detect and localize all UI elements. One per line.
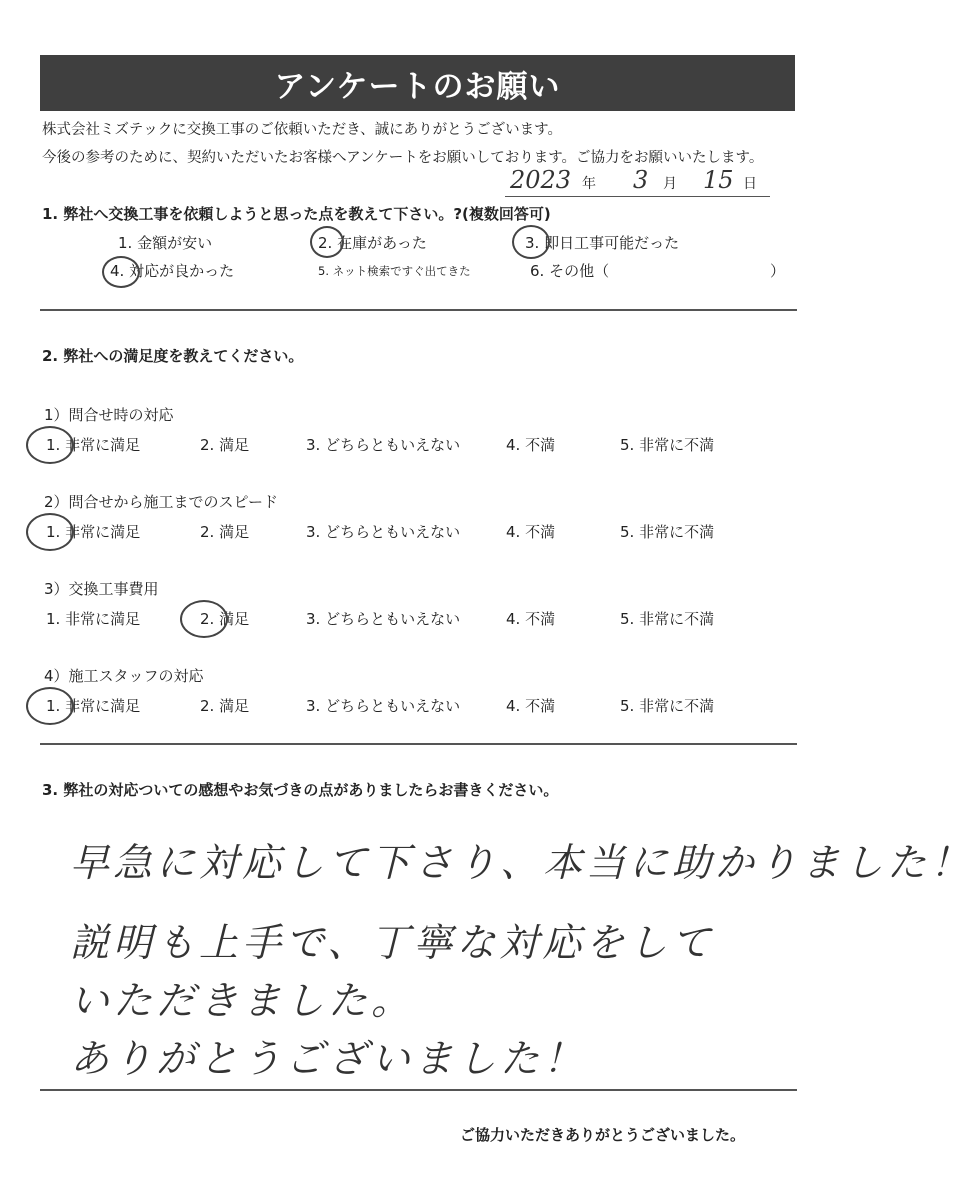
q2-item-1-option-3[interactable]: 3. どちらともいえない xyxy=(306,436,461,454)
q2-item-4-option-4[interactable]: 4. 不満 xyxy=(506,697,556,715)
q2-item-2-option-3[interactable]: 3. どちらともいえない xyxy=(306,523,461,541)
q2-item-label-1: 1）問合せ時の対応 xyxy=(44,406,174,424)
date-year-unit: 年 xyxy=(582,176,596,192)
q3-title: 3. 弊社の対応ついての感想やお気づきの点がありましたらお書きください。 xyxy=(42,781,559,799)
q1-answer-circle-4 xyxy=(102,256,140,288)
q2-item-3-option-2[interactable]: 2. 満足 xyxy=(200,610,250,628)
q2-item-3-option-5[interactable]: 5. 非常に不満 xyxy=(620,610,715,628)
survey-title: アンケートのお願い xyxy=(40,55,795,111)
comment-line-3: いただきました。 xyxy=(70,979,415,1024)
q1-answer-circle-3 xyxy=(512,225,550,259)
q1-option-4[interactable]: 4. 対応が良かった xyxy=(110,262,235,280)
section-divider-3 xyxy=(40,1089,797,1091)
q2-item-4-option-1[interactable]: 1. 非常に満足 xyxy=(46,697,141,715)
section-divider-1 xyxy=(40,309,797,311)
intro-line-2: 今後の参考のために、契約いただいたお客様へアンケートをお願いしております。ご協力をお願いいたします。 xyxy=(42,150,764,166)
q1-answer-circle-2 xyxy=(310,226,344,258)
q2-item-4-option-3[interactable]: 3. どちらともいえない xyxy=(306,697,461,715)
q1-option-2[interactable]: 2. 在庫があった xyxy=(318,234,427,252)
q2-item-label-2: 2）問合せから施工までのスピード xyxy=(44,493,278,511)
q2-item-4-option-2[interactable]: 2. 満足 xyxy=(200,697,250,715)
q2-item-2-option-5[interactable]: 5. 非常に不満 xyxy=(620,523,715,541)
q2-item-1-answer-circle xyxy=(26,426,74,464)
q1-option-3[interactable]: 3. 即日工事可能だった xyxy=(525,234,680,252)
q2-item-2-option-1[interactable]: 1. 非常に満足 xyxy=(46,523,141,541)
q2-item-2-option-2[interactable]: 2. 満足 xyxy=(200,523,250,541)
q2-item-3-option-1[interactable]: 1. 非常に満足 xyxy=(46,610,141,628)
q2-item-2-answer-circle xyxy=(26,513,74,551)
footer-thanks: ご協力いただきありがとうございました。 xyxy=(460,1126,746,1144)
q2-item-4-answer-circle xyxy=(26,687,74,725)
q2-title: 2. 弊社への満足度を教えてください。 xyxy=(42,347,304,365)
q2-item-1-option-5[interactable]: 5. 非常に不満 xyxy=(620,436,715,454)
q2-item-1-option-4[interactable]: 4. 不満 xyxy=(506,436,556,454)
q2-item-4-option-5[interactable]: 5. 非常に不満 xyxy=(620,697,715,715)
q1-option-5[interactable]: 5. ネット検索ですぐ出てきた xyxy=(318,264,471,278)
date-month: 3 xyxy=(633,166,649,194)
q1-title: 1. 弊社へ交換工事を依頼しようと思った点を教えて下さい。?(複数回答可) xyxy=(42,205,551,223)
q2-item-1-option-1[interactable]: 1. 非常に満足 xyxy=(46,436,141,454)
date-year: 2023 xyxy=(510,166,572,194)
survey-date xyxy=(505,166,770,197)
date-day: 15 xyxy=(703,166,734,194)
q2-item-1-option-2[interactable]: 2. 満足 xyxy=(200,436,250,454)
section-divider-2 xyxy=(40,743,797,745)
comment-line-2: 説明も上手で、丁寧な対応をして xyxy=(70,921,715,966)
q1-option-6[interactable]: 6. その他（ xyxy=(530,262,610,280)
q2-item-3-answer-circle xyxy=(180,600,228,638)
q2-item-3-option-4[interactable]: 4. 不満 xyxy=(506,610,556,628)
comment-line-4: ありがとうございました！ xyxy=(70,1037,587,1082)
date-month-unit: 月 xyxy=(663,176,677,192)
q1-option-6-close: ） xyxy=(770,262,786,280)
intro-line-1: 株式会社ミズテックに交換工事のご依頼いただき、誠にありがとうございます。 xyxy=(42,122,562,138)
date-day-unit: 日 xyxy=(743,176,757,192)
q2-item-label-3: 3）交換工事費用 xyxy=(44,580,159,598)
q1-option-1[interactable]: 1. 金額が安い xyxy=(118,234,213,252)
comment-line-1: 早急に対応して下さり、本当に助かりました！ xyxy=(70,841,973,886)
q2-item-2-option-4[interactable]: 4. 不満 xyxy=(506,523,556,541)
q2-item-3-option-3[interactable]: 3. どちらともいえない xyxy=(306,610,461,628)
q2-item-label-4: 4）施工スタッフの対応 xyxy=(44,667,204,685)
